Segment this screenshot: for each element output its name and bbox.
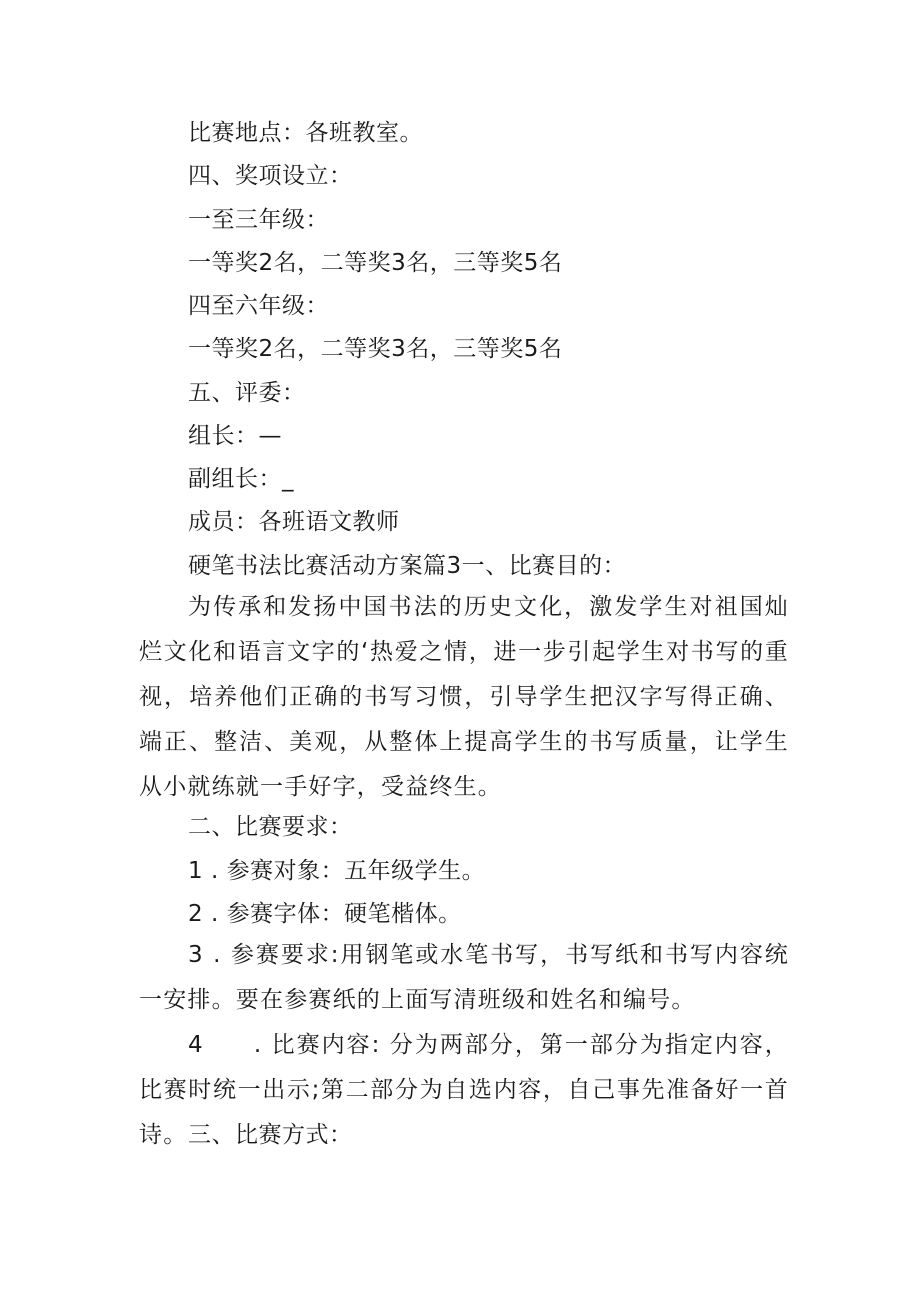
- requirement-item-2: 2 . 参赛字体：硬笔楷体。: [188, 901, 462, 927]
- section3-heading: 三、比赛方式：: [188, 1122, 353, 1148]
- requirement-item-3: 3 . 参赛要求:用钢笔或水笔书写，书写纸和书写内容统一安排。要在参赛纸的上面写清班级和姓名和编号。: [139, 942, 789, 1013]
- grade-4-6-awards: 一等奖2名，二等奖3名，三等奖5名: [188, 336, 563, 362]
- grade-4-6-label: 四至六年级：: [188, 293, 329, 319]
- grade-1-3-label: 一至三年级：: [188, 207, 329, 233]
- section4-heading: 四、奖项设立：: [188, 163, 353, 189]
- team-leader-line: 组长：—: [188, 423, 282, 449]
- grade-1-3-awards: 一等奖2名，二等奖3名，三等奖5名: [188, 250, 563, 276]
- section2-heading: 二、比赛要求：: [188, 814, 353, 840]
- purpose-paragraph: 为传承和发扬中国书法的历史文化，激发学生对祖国灿烂文化和语言文字的‘热爱之情，进一步引起学生对书写的重视，培养他们正确的书写习惯，引导学生把汉字写得正确、端正、整洁、美观，从整体上提高学生的书写质量，让学生从小就练就一手好字，受益终生。: [139, 594, 789, 800]
- plan3-title-line: 硬笔书法比赛活动方案篇3一、比赛目的：: [188, 553, 627, 579]
- item4-number: 4: [188, 1032, 204, 1058]
- requirement-item-1: 1 . 参赛对象：五年级学生。: [188, 858, 486, 884]
- members-line: 成员：各班语文教师: [188, 509, 400, 535]
- venue-line: 比赛地点：各班教室。: [188, 120, 423, 146]
- deputy-leader-line: 副组长：_: [188, 466, 294, 492]
- section5-heading: 五、评委：: [188, 380, 306, 406]
- item4-text: . 比赛内容: 分为两部分，第一部分为指定内容，比赛时统一出示;第二部分为自选内容，自己事先准备好一首诗。: [139, 1032, 789, 1148]
